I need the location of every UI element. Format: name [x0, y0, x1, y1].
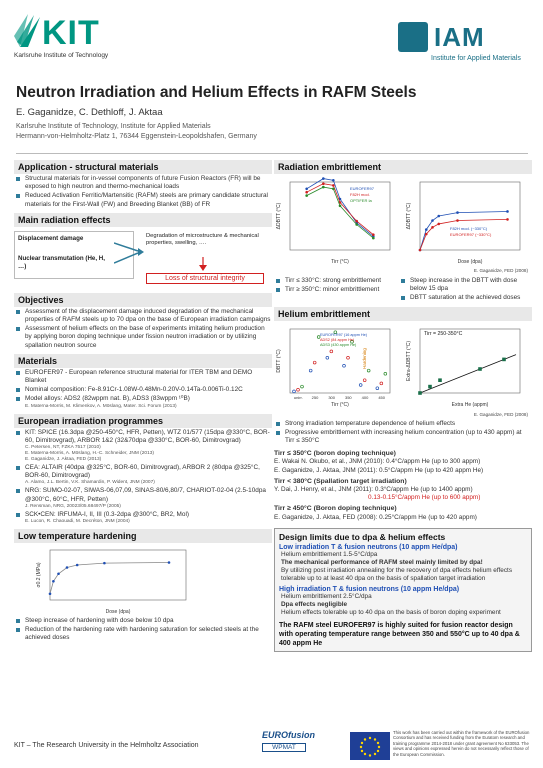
data-point	[502, 357, 506, 361]
data-point	[437, 215, 440, 218]
affiliation-line-2: Hermann-von-Helmholtz-Platz 1, 76344 Eggenstein-Leopoldshafen, Germany	[16, 133, 257, 140]
data-point	[425, 233, 428, 236]
eu-stars-icon	[350, 732, 390, 760]
chart-hardening	[34, 546, 194, 616]
materials-bullet-3: Model alloys: ADS2 (82wppm nat. B), ADS3 (83wppm ¹⁰B)	[14, 395, 272, 403]
section-materials-heading: Materials	[14, 354, 272, 368]
data-point	[372, 233, 375, 236]
y-axis-label: σ0.2 (MPa)	[36, 562, 42, 588]
y-axis-label: ΔDBTT (°C)	[276, 202, 282, 230]
eurofusion-logo	[262, 730, 342, 764]
diagram-displacement-damage: Displacement damage	[18, 234, 84, 242]
plot-frame	[290, 182, 390, 250]
section-eu-programmes-heading: European irradiation programmes	[14, 414, 272, 428]
iam-logo-text: IAM	[434, 22, 485, 52]
he-bullet-2: Progressive embrittlement with increasing helium concentration (up to 430 appm) at Tirr ≤ 350°C	[274, 429, 532, 445]
x-tick-label: 450	[378, 394, 386, 400]
data-point	[332, 179, 335, 182]
legend-entry: EUROFER97 (~330°C)	[450, 232, 492, 237]
data-point	[506, 210, 509, 213]
programme-kit-ref-3: E. Gaganidze, J. Aktaa, FED (2013)	[25, 457, 102, 463]
programme-sck: SCK•CEN: IRFUMA-I, II, III (0.3-2dpa @300°C, BR2, Mol)	[14, 511, 272, 519]
authors: E. Gaganidze, C. Dethloff, J. Aktaa	[16, 107, 163, 118]
x-axis-label: Dose (dpa)	[457, 259, 483, 265]
eu-flag-icon	[350, 732, 390, 760]
programme-nrg-ref: J. Rensman, NRG, 20023/05.68497/P (2005)	[25, 503, 121, 509]
design-limits-heading: Design limits due to dpa & helium effects	[279, 531, 446, 542]
kit-subtitle: Karlsruhe Institute of Technology	[14, 52, 109, 59]
design-limits-box	[274, 528, 532, 652]
programme-nrg: NRG: SUMO-02-07, SIWAS-06,07,09, SINAS-80/6,80/7, CHARIOT-02-04 (2.5-10dpa @300°C, 60°C, HFR, Petten)	[14, 487, 272, 503]
re-bullet-3: Steep increase in the DBTT with dose below 15 dpa	[399, 277, 529, 293]
materials-bullet-1: EUROFER97 - European reference structural material for ITER TBM and DEMO Blanket	[14, 369, 272, 385]
legend-entry: F82H mod. (~330°C)	[450, 226, 488, 231]
diagram-down-arrow-icon	[198, 257, 208, 271]
data-point	[431, 219, 434, 222]
data-point	[49, 593, 52, 596]
plot-frame	[420, 182, 520, 250]
wpmat-badge: WPMAT	[262, 743, 306, 752]
x-tick-label: 300	[328, 394, 336, 400]
section-objectives-heading: Objectives	[14, 293, 272, 307]
design-high-heading: High irradiation T & fusion neutrons (10 appm He/dpa)	[279, 585, 460, 593]
legend-entry: F82H mod.	[350, 192, 370, 197]
plot-frame	[50, 550, 186, 600]
materials-ref: E. Materna-Morris, M. Klimenkov, A. Möslang, Mater. Sci. Forum (2013)	[25, 403, 177, 409]
section-main-radiation-heading: Main radiation effects	[14, 213, 272, 227]
x-tick-label: 350	[344, 394, 352, 400]
y-axis-label: DBTT (°C)	[276, 348, 282, 373]
data-point	[66, 566, 69, 569]
application-bullet-1: Structural materials for in-vessel components of future Fusion Reactors (FR) will be exposed to high neutron and thermo-mechanical loads	[14, 175, 272, 191]
iam-logo-icon	[398, 22, 428, 52]
programme-sck-ref: E. Lucon, R. Chaouadi, M. Decréton, JNM (2004)	[25, 519, 130, 525]
diagram-loss-structural-integrity: Loss of structural integrity	[146, 273, 264, 284]
data-point	[57, 573, 60, 576]
header-divider	[16, 153, 528, 154]
data-point	[372, 237, 375, 240]
data-point	[168, 561, 171, 564]
t450-ref-1: E. Gaganidze, J. Aktaa, FED (2008): 0.25°C/appm He (up to 420 appm)	[274, 513, 477, 521]
x-axis-label: Tirr (°C)	[331, 259, 349, 265]
he-bullet-1: Strong irradiation temperature dependence of helium effects	[274, 420, 532, 428]
t380-ref-2: 0.13-0.15°C/appm He (up to 600 appm)	[368, 494, 481, 502]
design-high-3: Helium effects tolerable up to 40 dpa on the basis of boron doping experiment	[281, 609, 501, 617]
radiation-effects-diagram	[14, 231, 272, 291]
hardening-annotation: Hardening	[362, 347, 367, 369]
chart-dbtt-vs-dose	[404, 176, 529, 268]
data-point	[355, 223, 358, 226]
funding-disclaimer: This work has been carried out within the framework of the EUROfusion Consortium and has received funding from the Euratom research and training programme 2014-2018 under grant agreement No 633053. The views and opinions expressed herein do not necessarily reflect those of the European Commission.	[393, 730, 530, 757]
x-tick-label: unirr.	[293, 394, 303, 400]
data-point	[52, 580, 55, 583]
he-temperature-label: Tirr = 250-350°C	[424, 330, 463, 337]
t450-heading: Tirr ≥ 450°C (Boron doping technique)	[274, 505, 397, 513]
design-high-2: Dpa effects negligible	[281, 600, 348, 608]
t350-heading: Tirr ≤ 350°C (boron doping technique)	[274, 450, 396, 458]
kit-logo-text: KIT	[42, 14, 100, 52]
x-tick-label: 400	[361, 394, 369, 400]
design-low-3: By utilizing post irradiation annealing for the recovery of dpa effects helium effects tolerable up to at least 40 dpa on the basis of spallation target irradiation	[281, 567, 513, 583]
data-point	[322, 182, 325, 185]
affiliation-line-1: Karlsruhe Institute of Technology, Institute for Applied Materials	[16, 123, 211, 130]
chart-extra-dbtt-vs-helium	[404, 323, 529, 411]
legend-entry: ADS2 (84 appm He)	[320, 337, 355, 342]
he-caption: E. Gaganidze, FED (2008)	[473, 411, 528, 417]
chart-helium-dbtt-bars	[274, 323, 399, 411]
design-conclusion: The RAFM steel EUROFER97 is highly suited for fusion reactor design with operating temperature range between 350 and 550°C up to 40 dpa & 400 appm He	[279, 622, 520, 648]
data-point	[428, 384, 432, 388]
design-low-2: The mechanical performance of RAFM steel mainly limited by dpa!	[281, 559, 483, 567]
materials-bullet-2: Nominal composition: Fe-8.91Cr-1.08W-0.48Mn-0.20V-0.14Ta-0.006Ti-0.12C	[14, 386, 272, 394]
data-point	[431, 226, 434, 229]
x-axis-label: Dose (dpa)	[105, 609, 131, 616]
re-caption: E. Gaganidze, FED (2008)	[473, 268, 528, 273]
data-point	[332, 188, 335, 191]
hardening-bullet-1: Steep increase of hardening with dose below 10 dpa	[14, 617, 272, 625]
programme-cea: CEA: ALTAIR (40dpa @325°C, BOR-60, Dimitrovgrad), ARBOR 2 (80dpa @325°C, BOR-60, Dimitrovgrad)	[14, 464, 272, 480]
data-point	[305, 188, 308, 191]
diagram-arrows-icon	[114, 233, 144, 273]
data-point	[332, 184, 335, 187]
data-point	[305, 194, 308, 197]
chart-dbtt-vs-temperature	[274, 176, 399, 268]
programme-kit-ref-2: E. Materna-Morris, A. Möslang, H.-C. Schneider, JNM (2013)	[25, 451, 155, 457]
t350-ref-1: E. Wakai N. Okubo, et al., JNM (2010): 0.4°C/appm He (up to 300 appm)	[274, 458, 481, 466]
programme-kit: KIT: SPICE (16.3dpa @250-450°C, HFR, Petten), WTZ 01/577 (15dpa @330°C, BOR-60, Dimitrovgrad), ARBOR 1&2 (32&70dpa @330°C, BOR-60, Dimitrovgrad)	[14, 429, 272, 445]
legend-entry: ADS3 (430 appm He)	[320, 342, 357, 347]
design-high-1: Helium embrittlement 2.5°C/dpa	[281, 592, 372, 600]
data-point	[456, 219, 459, 222]
data-point	[456, 211, 459, 214]
legend-entry: EUROFER97	[350, 186, 375, 191]
iam-logo	[398, 22, 533, 74]
data-point	[418, 391, 422, 395]
data-point	[419, 249, 422, 252]
legend-entry: OPTIFER Ia	[350, 198, 372, 203]
data-point	[322, 177, 325, 180]
legend-entry: EUROFER97 (16 appm He)	[320, 332, 368, 337]
programme-kit-ref-1: C. Petersen, NT, FZKA 7517 (2010)	[25, 445, 101, 451]
y-axis-label: ΔDBTT (°C)	[406, 202, 412, 230]
diagram-nuclear-transmutation: Nuclear transmutation (He, H, …)	[18, 254, 105, 270]
diagram-degradation: Degradation of microstructure & mechanical properties, swelling, ….	[146, 232, 259, 247]
section-application-heading: Application - structural materials	[14, 160, 272, 174]
re-bullet-1: Tirr ≤ 330°C: strong embrittlement	[274, 277, 399, 285]
data-point	[438, 378, 442, 382]
data-point	[506, 218, 509, 221]
x-axis-label: Extra He (appm)	[451, 401, 489, 408]
re-bullet-2: Tirr ≥ 350°C: minor embrittlement	[274, 286, 399, 294]
x-axis-label: Tirr (°C)	[331, 401, 349, 408]
data-point	[305, 191, 308, 194]
design-low-1: Helium embrittlement 1.5-5°C/dpa	[281, 550, 378, 558]
objectives-bullet-1: Assessment of the displacement damage induced degradation of the mechanical properties of RAFM steels up to 70 dpa on the base of European irradiation campaigns	[14, 308, 272, 324]
poster-title: Neutron Irradiation and Helium Effects in RAFM Steels	[16, 84, 417, 101]
objectives-bullet-2: Assessment of helium effects on the base of experiments imitating helium production by applying boron doping technique under fission neutron irradiation or by utilizing spallation neutron source	[14, 325, 272, 350]
data-point	[437, 223, 440, 226]
section-radiation-embrittlement-heading: Radiation embrittlement	[274, 160, 532, 174]
programme-cea-ref: A. Alamo, J.L. Bertin, V.K. Shamardin, P. Wident, JNM (2007)	[25, 480, 155, 486]
footer-kit-line: KIT – The Research University in the Helmholtz Association	[14, 742, 199, 749]
data-point	[76, 564, 79, 567]
application-bullet-2: Reduced Activation Ferritic/Martensitic (RAFM) steels are primary candidate structural materials for the First-Wall (FW) and Breeding Blanket (BB) of FR	[14, 192, 272, 208]
x-tick-label: 250	[311, 394, 319, 400]
right-column	[274, 160, 532, 652]
kit-logo-icon	[14, 14, 42, 50]
eurofusion-logo-text: EUROfusion	[262, 730, 315, 740]
data-point	[103, 562, 106, 565]
re-bullet-4: DBTT saturation at the achieved doses	[399, 294, 529, 302]
t350-ref-2: E. Gaganidze, J. Aktaa, JNM (2011): 0.5°C/appm He (up to 420 appm He)	[274, 466, 484, 474]
y-axis-label: Extra-ΔDBTT (°C)	[406, 340, 412, 381]
data-point	[478, 367, 482, 371]
left-column	[14, 160, 272, 643]
hardening-bullet-2: Reduction of the hardening rate with hardening saturation for selected steels at the achieved doses	[14, 626, 272, 642]
t380-ref-1: Y. Dai, J. Henry, et al., JNM (2011): 0.3°C/appm He (up to 1400 appm)	[274, 486, 473, 494]
data-point	[355, 220, 358, 223]
kit-logo	[14, 14, 164, 60]
affiliation	[16, 122, 257, 142]
section-low-temp-hardening-heading: Low temperature hardening	[14, 529, 272, 543]
data-point	[322, 186, 325, 189]
section-helium-embrittlement-heading: Helium embrittlement	[274, 307, 532, 321]
data-point	[425, 228, 428, 231]
t380-heading: Tirr < 380°C (Spallation target irradiation)	[274, 477, 407, 485]
design-low-heading: Low irradiation T & fusion neutrons (10 appm He/dpa)	[279, 543, 458, 551]
iam-subtitle: Institute for Applied Materials	[431, 55, 521, 62]
data-point	[339, 205, 342, 208]
